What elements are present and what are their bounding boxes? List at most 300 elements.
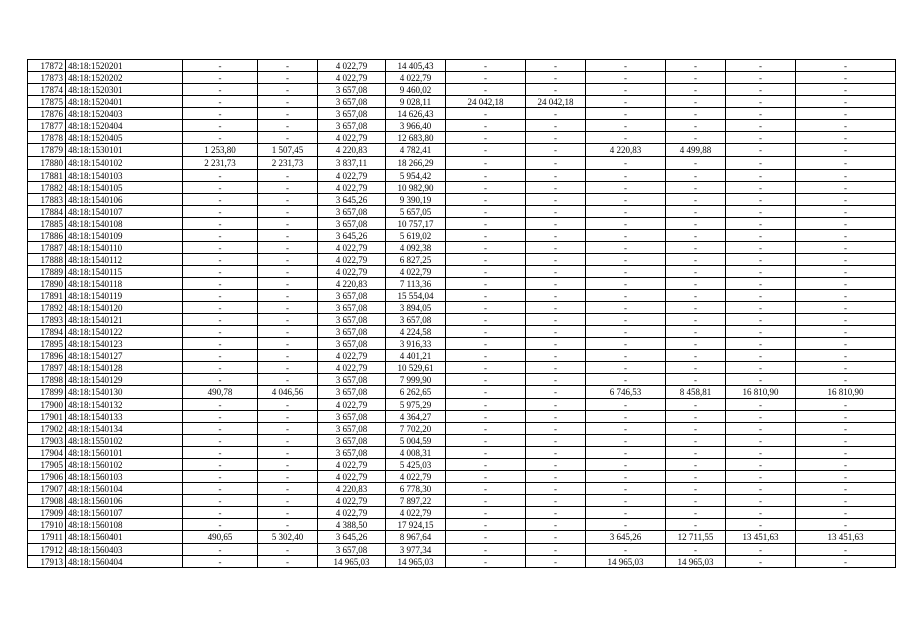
value-cell: 4 220,83 [318,144,386,157]
table-row [28,386,896,399]
value-cell: 4 499,88 [666,144,726,157]
value-cell: - [726,242,796,254]
value-cell: - [726,96,796,108]
value-cell: - [258,483,318,495]
value-cell: - [258,194,318,206]
value-cell: 3 657,08 [318,544,386,556]
value-cell: - [258,60,318,72]
value-cell: - [796,242,896,254]
value-cell: - [446,459,526,471]
value-cell: 4 022,79 [386,471,446,483]
table-row [28,302,896,314]
value-cell: - [726,411,796,423]
row-number-cell: 17895 [28,338,66,350]
cadastral-number-cell: 48:18:1520404 [66,120,183,132]
row-number-cell: 17907 [28,483,66,495]
value-cell: 4 022,79 [318,242,386,254]
value-cell: 2 231,73 [258,157,318,170]
value-cell: - [446,120,526,132]
value-cell: - [446,411,526,423]
value-cell: 14 965,03 [318,556,386,568]
value-cell: - [726,218,796,230]
row-number-cell: 17902 [28,423,66,435]
value-cell: - [586,302,666,314]
cadastral-number-cell: 48:18:1540102 [66,157,183,170]
cadastral-number-cell: 48:18:1520403 [66,108,183,120]
value-cell: - [183,302,258,314]
value-cell: - [796,314,896,326]
value-cell: - [796,556,896,568]
value-cell: - [666,302,726,314]
value-cell: - [446,290,526,302]
value-cell: - [586,84,666,96]
value-cell: - [726,447,796,459]
value-cell: - [183,72,258,84]
value-cell: - [258,72,318,84]
value-cell: - [446,471,526,483]
value-cell: - [796,194,896,206]
value-cell: - [446,338,526,350]
value-cell: 4 022,79 [318,132,386,144]
row-number-cell: 17872 [28,60,66,72]
value-cell: - [586,411,666,423]
value-cell: - [586,483,666,495]
value-cell: - [796,471,896,483]
value-cell: - [258,507,318,519]
value-cell: - [446,144,526,157]
value-cell: - [258,423,318,435]
value-cell: - [666,254,726,266]
table-row [28,157,896,170]
row-number-cell: 17901 [28,411,66,423]
value-cell: - [258,290,318,302]
value-cell: - [796,218,896,230]
value-cell: 3 657,08 [318,84,386,96]
cadastral-number-cell: 48:18:1520201 [66,60,183,72]
value-cell: - [526,507,586,519]
value-cell: 3 657,08 [318,120,386,132]
value-cell: - [666,182,726,194]
value-cell: 490,78 [183,386,258,399]
value-cell: 16 810,90 [726,386,796,399]
value-cell: - [586,108,666,120]
value-cell: - [666,72,726,84]
value-cell: - [526,132,586,144]
cadastral-number-cell: 48:18:1540115 [66,266,183,278]
value-cell: - [726,423,796,435]
value-cell: - [526,374,586,386]
value-cell: 4 008,31 [386,447,446,459]
value-cell: - [183,278,258,290]
value-cell: 9 028,11 [386,96,446,108]
cadastral-number-cell: 48:18:1560104 [66,483,183,495]
value-cell: - [586,459,666,471]
value-cell: - [796,411,896,423]
row-number-cell: 17904 [28,447,66,459]
value-cell: - [258,120,318,132]
table-row [28,96,896,108]
value-cell: - [726,132,796,144]
value-cell: - [183,435,258,447]
value-cell: 4 022,79 [318,72,386,84]
value-cell: - [183,96,258,108]
value-cell: 5 004,59 [386,435,446,447]
value-cell: - [666,242,726,254]
value-cell: 3 657,08 [318,338,386,350]
value-cell: 7 702,20 [386,423,446,435]
value-cell: - [586,519,666,531]
value-cell: - [666,544,726,556]
row-number-cell: 17873 [28,72,66,84]
value-cell: - [526,144,586,157]
row-number-cell: 17898 [28,374,66,386]
value-cell: - [258,519,318,531]
value-cell: - [526,230,586,242]
table-row [28,374,896,386]
value-cell: - [586,435,666,447]
row-number-cell: 17883 [28,194,66,206]
value-cell: - [726,72,796,84]
value-cell: - [796,495,896,507]
value-cell: - [726,399,796,411]
table-row [28,411,896,423]
value-cell: - [796,459,896,471]
value-cell: - [666,362,726,374]
value-cell: - [726,338,796,350]
value-cell: - [258,170,318,182]
value-cell: - [726,362,796,374]
value-cell: 3 657,08 [318,447,386,459]
value-cell: 4 224,58 [386,326,446,338]
value-cell: - [796,96,896,108]
value-cell: - [183,266,258,278]
value-cell: - [446,84,526,96]
value-cell: 4 220,83 [318,278,386,290]
value-cell: - [183,84,258,96]
value-cell: - [258,254,318,266]
cadastral-number-cell: 48:18:1560103 [66,471,183,483]
row-number-cell: 17892 [28,302,66,314]
value-cell: 3 657,08 [318,96,386,108]
cadastral-number-cell: 48:18:1540130 [66,386,183,399]
value-cell: - [796,435,896,447]
value-cell: - [446,519,526,531]
table-row [28,471,896,483]
row-number-cell: 17875 [28,96,66,108]
value-cell: - [796,544,896,556]
table-row [28,242,896,254]
row-number-cell: 17884 [28,206,66,218]
value-cell: - [586,206,666,218]
value-cell: - [666,423,726,435]
cadastral-number-cell: 48:18:1560101 [66,447,183,459]
value-cell: 13 451,63 [796,531,896,544]
value-cell: - [666,120,726,132]
row-number-cell: 17879 [28,144,66,157]
value-cell: - [258,314,318,326]
value-cell: - [586,362,666,374]
row-number-cell: 17900 [28,399,66,411]
value-cell: - [526,338,586,350]
row-number-cell: 17885 [28,218,66,230]
value-cell: 3 645,26 [318,230,386,242]
value-cell: - [796,72,896,84]
value-cell: - [446,423,526,435]
value-cell: - [258,218,318,230]
cadastral-number-cell: 48:18:1560403 [66,544,183,556]
value-cell: - [726,144,796,157]
row-number-cell: 17913 [28,556,66,568]
value-cell: - [666,447,726,459]
value-cell: - [666,507,726,519]
value-cell: 4 782,41 [386,144,446,157]
value-cell: - [726,290,796,302]
value-cell: 3 657,08 [318,411,386,423]
value-cell: 13 451,63 [726,531,796,544]
value-cell: - [796,84,896,96]
value-cell: - [586,182,666,194]
value-cell: - [666,399,726,411]
value-cell: - [796,60,896,72]
value-cell: - [796,108,896,120]
value-cell: 14 965,03 [386,556,446,568]
cadastral-number-cell: 48:18:1540112 [66,254,183,266]
value-cell: - [446,374,526,386]
value-cell: - [183,447,258,459]
value-cell: - [446,302,526,314]
value-cell: - [258,230,318,242]
table-row [28,314,896,326]
value-cell: 14 405,43 [386,60,446,72]
value-cell: - [796,362,896,374]
value-cell: 10 982,90 [386,182,446,194]
row-number-cell: 17880 [28,157,66,170]
value-cell: - [666,495,726,507]
value-cell: - [526,108,586,120]
value-cell: - [726,435,796,447]
cadastral-number-cell: 48:18:1530101 [66,144,183,157]
value-cell: - [796,278,896,290]
row-number-cell: 17881 [28,170,66,182]
value-cell: - [526,278,586,290]
value-cell: - [526,206,586,218]
table-row [28,60,896,72]
row-number-cell: 17878 [28,132,66,144]
value-cell: - [796,399,896,411]
table-row [28,447,896,459]
table-row [28,290,896,302]
value-cell: 4 022,79 [386,266,446,278]
value-cell: 6 746,53 [586,386,666,399]
value-cell: - [586,507,666,519]
cadastral-number-cell: 48:18:1550102 [66,435,183,447]
value-cell: - [183,338,258,350]
value-cell: - [666,218,726,230]
value-cell: 12 711,55 [666,531,726,544]
value-cell: 4 364,27 [386,411,446,423]
value-cell: - [446,254,526,266]
row-number-cell: 17894 [28,326,66,338]
value-cell: - [796,132,896,144]
value-cell: 4 022,79 [318,254,386,266]
value-cell: - [526,423,586,435]
value-cell: - [586,423,666,435]
value-cell: - [586,350,666,362]
value-cell: - [258,108,318,120]
row-number-cell: 17882 [28,182,66,194]
table-row [28,483,896,495]
value-cell: - [726,556,796,568]
value-cell: - [183,374,258,386]
value-cell: 3 657,08 [318,374,386,386]
value-cell: 6 262,65 [386,386,446,399]
row-number-cell: 17911 [28,531,66,544]
value-cell: - [526,531,586,544]
value-cell: - [183,544,258,556]
value-cell: - [526,544,586,556]
value-cell: - [526,350,586,362]
value-cell: - [586,194,666,206]
cadastral-number-cell: 48:18:1560107 [66,507,183,519]
value-cell: - [446,242,526,254]
value-cell: 3 645,26 [318,531,386,544]
row-number-cell: 17890 [28,278,66,290]
value-cell: - [183,242,258,254]
value-cell: - [526,194,586,206]
cadastral-number-cell: 48:18:1540134 [66,423,183,435]
value-cell: - [666,170,726,182]
value-cell: - [526,170,586,182]
value-cell: - [258,266,318,278]
cadastral-number-cell: 48:18:1540122 [66,326,183,338]
value-cell: - [726,120,796,132]
value-cell: - [183,108,258,120]
value-cell: - [446,386,526,399]
value-cell: - [796,254,896,266]
table-row [28,84,896,96]
row-number-cell: 17889 [28,266,66,278]
value-cell: - [526,157,586,170]
table-row [28,435,896,447]
value-cell: 5 975,29 [386,399,446,411]
value-cell: - [666,290,726,302]
value-cell: 9 390,19 [386,194,446,206]
value-cell: - [726,507,796,519]
value-cell: - [183,411,258,423]
value-cell: - [183,218,258,230]
value-cell: - [183,495,258,507]
value-cell: - [586,495,666,507]
row-number-cell: 17899 [28,386,66,399]
value-cell: - [526,411,586,423]
value-cell: - [258,399,318,411]
value-cell: - [446,218,526,230]
value-cell: - [183,182,258,194]
value-cell: 4 046,56 [258,386,318,399]
value-cell: 3 837,11 [318,157,386,170]
value-cell: - [666,266,726,278]
value-cell: - [526,495,586,507]
value-cell: - [183,290,258,302]
table-row [28,556,896,568]
value-cell: - [526,326,586,338]
value-cell: - [796,374,896,386]
table-row [28,399,896,411]
value-cell: - [258,471,318,483]
cadastral-number-cell: 48:18:1540106 [66,194,183,206]
value-cell: - [258,132,318,144]
value-cell: - [726,302,796,314]
value-cell: 4 022,79 [318,170,386,182]
value-cell: 18 266,29 [386,157,446,170]
value-cell: - [726,60,796,72]
value-cell: 24 042,18 [526,96,586,108]
value-cell: - [666,84,726,96]
value-cell: - [446,170,526,182]
value-cell: - [666,411,726,423]
value-cell: 3 657,08 [318,108,386,120]
table-row [28,108,896,120]
value-cell: - [726,314,796,326]
value-cell: - [258,459,318,471]
value-cell: - [726,374,796,386]
value-cell: - [726,278,796,290]
value-cell: 4 022,79 [318,507,386,519]
value-cell: - [666,459,726,471]
value-cell: - [586,326,666,338]
value-cell: - [586,170,666,182]
value-cell: - [796,157,896,170]
value-cell: - [183,423,258,435]
value-cell: - [726,157,796,170]
value-cell: 7 897,22 [386,495,446,507]
value-cell: 3 966,40 [386,120,446,132]
value-cell: - [666,338,726,350]
value-cell: - [446,72,526,84]
value-cell: - [666,132,726,144]
row-number-cell: 17897 [28,362,66,374]
value-cell: - [586,447,666,459]
value-cell: - [446,182,526,194]
table-row [28,182,896,194]
value-cell: 7 113,36 [386,278,446,290]
value-cell: - [446,531,526,544]
value-cell: - [526,435,586,447]
value-cell: - [666,374,726,386]
value-cell: - [526,471,586,483]
table-row [28,254,896,266]
value-cell: - [726,170,796,182]
value-cell: - [586,60,666,72]
value-cell: - [446,483,526,495]
value-cell: 24 042,18 [446,96,526,108]
value-cell: - [183,170,258,182]
value-cell: - [258,374,318,386]
value-cell: 490,65 [183,531,258,544]
value-cell: 5 954,42 [386,170,446,182]
table-row [28,120,896,132]
table-row [28,459,896,471]
value-cell: - [526,218,586,230]
value-cell: 14 965,03 [666,556,726,568]
value-cell: - [526,60,586,72]
cadastral-number-cell: 48:18:1540120 [66,302,183,314]
row-number-cell: 17877 [28,120,66,132]
row-number-cell: 17908 [28,495,66,507]
value-cell: 5 425,03 [386,459,446,471]
value-cell: - [258,206,318,218]
value-cell: - [586,254,666,266]
